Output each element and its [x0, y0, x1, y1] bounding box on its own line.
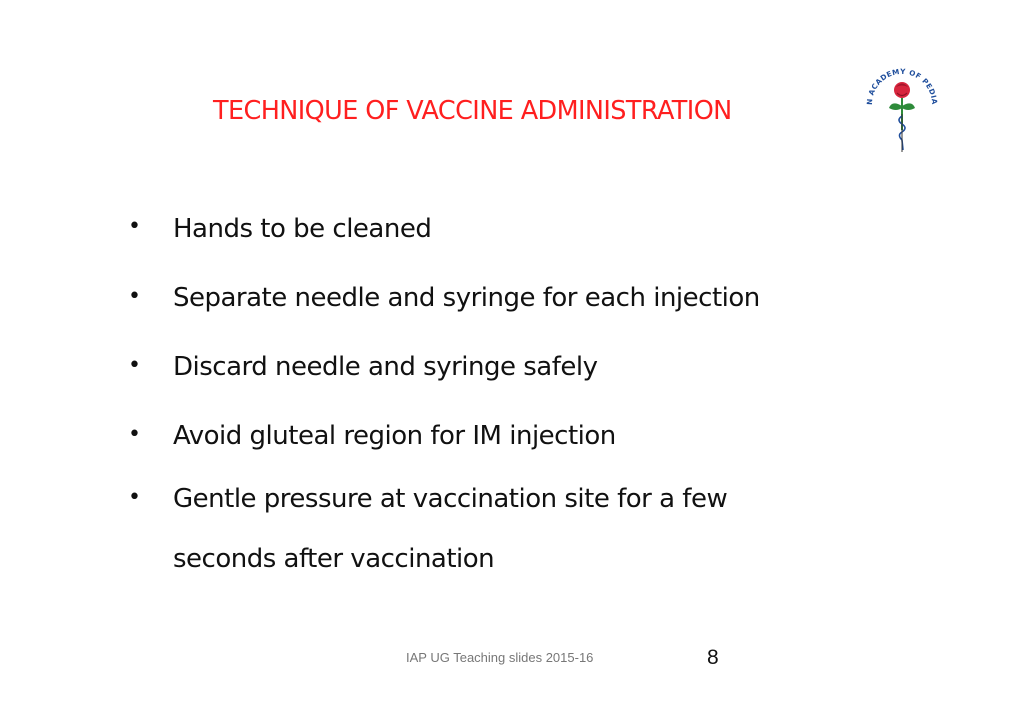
- leaf-icon: [889, 103, 902, 110]
- bullet-text: Discard needle and syringe safely: [173, 352, 598, 382]
- logo-ring-text: N ACADEMY OF PEDIA: [864, 66, 940, 106]
- footer-text: IAP UG Teaching slides 2015-16: [406, 650, 594, 665]
- bullet-text: Gentle pressure at vaccination site for a few seconds after vaccination: [173, 484, 728, 574]
- bullet-marker: •: [128, 485, 141, 510]
- page-number: 8: [707, 646, 719, 669]
- bullet-text: Hands to be cleaned: [173, 214, 432, 244]
- bullet-text: Separate needle and syringe for each injection: [173, 283, 760, 313]
- bullet-marker: •: [128, 353, 141, 378]
- bullet-marker: •: [128, 422, 141, 447]
- bullet-marker: •: [128, 214, 141, 239]
- iap-logo-graphic: [862, 60, 942, 156]
- iap-logo: [862, 60, 942, 156]
- bullet-marker: •: [128, 284, 141, 309]
- slide-title: TECHNIQUE OF VACCINE ADMINISTRATION: [213, 96, 732, 126]
- bullet-text: Avoid gluteal region for IM injection: [173, 421, 616, 451]
